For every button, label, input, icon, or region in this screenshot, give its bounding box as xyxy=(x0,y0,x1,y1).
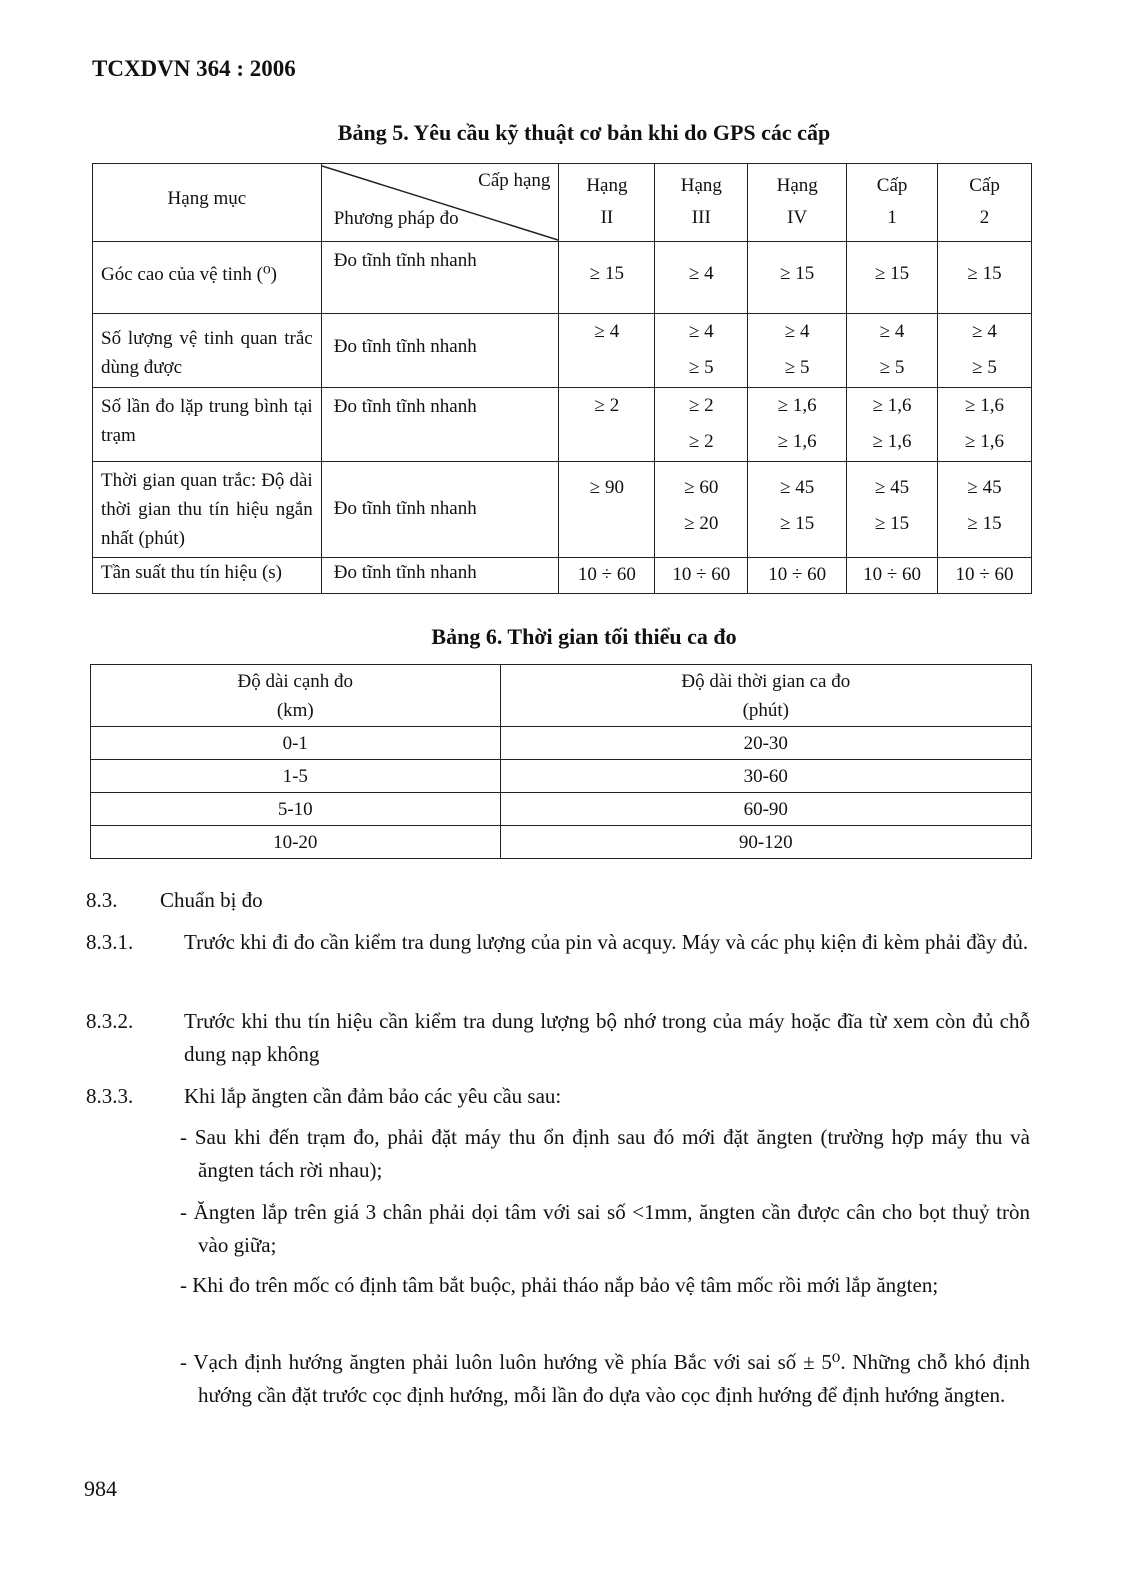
table-row: 10-20 90-120 xyxy=(91,826,1032,859)
table-row: Thời gian quan trắc: Độ dài thời gian thu tín hiệu ngắn nhất (phút) Đo tĩnh tĩnh nhanh ≥ 90 ≥ 60 ≥ 20 ≥ 45 ≥ 15 ≥ 45 ≥ 15 ≥ 45 ≥ 15 xyxy=(93,462,1032,558)
table-row: Tần suất thu tín hiệu (s) Đo tĩnh tĩnh nhanh 10 ÷ 60 10 ÷ 60 10 ÷ 60 10 ÷ 60 10 ÷ 60 xyxy=(93,558,1032,594)
table-row: 0-1 20-30 xyxy=(91,727,1032,760)
header-level: Cấp 2 xyxy=(938,164,1032,242)
table-row: Góc cao của vệ tinh (⁰) Đo tĩnh tĩnh nhanh ≥ 15 ≥ 4 ≥ 15 ≥ 15 ≥ 15 xyxy=(93,242,1032,314)
list-item: - Sau khi đến trạm đo, phải đặt máy thu ổn định sau đó mới đặt ăngten (trường hợp máy thu và ăngten tách rời nhau); xyxy=(180,1125,1030,1182)
table5 xyxy=(92,163,1032,594)
list-item: - Ăngten lắp trên giá 3 chân phải dọi tâm với sai số <1mm, ăngten cần được cân cho bọt thuỷ tròn vào giữa; xyxy=(180,1200,1030,1257)
table-row: 5-10 60-90 xyxy=(91,793,1032,826)
table-row: 1-5 30-60 xyxy=(91,760,1032,793)
table6-title: Bảng 6. Thời gian tối thiểu ca đo xyxy=(431,624,737,649)
list-item: - Khi đo trên mốc có định tâm bắt buộc, phải tháo nắp bảo vệ tâm mốc rồi mới lắp ăngten; xyxy=(180,1273,939,1297)
section-8-3-1: 8.3.1. Trước khi đi đo cần kiểm tra dung lượng của pin và acquy. Máy và các phụ kiện đi kèm phải đầy đủ. xyxy=(86,930,1029,954)
table5-title: Bảng 5. Yêu cầu kỹ thuật cơ bản khi do GPS các cấp xyxy=(337,120,831,145)
section-heading: Chuẩn bị đo xyxy=(160,888,263,912)
table6 xyxy=(90,664,1032,859)
header-phuong-phap: Phương pháp đo xyxy=(333,208,459,229)
header-col1: Độ dài cạnh đo (km) xyxy=(91,665,501,727)
document-header: TCXDVN 364 : 2006 xyxy=(92,56,296,81)
header-cap-hang: Cấp hạng xyxy=(478,170,551,191)
page-number: 984 xyxy=(84,1476,117,1501)
header-level: Hạng II xyxy=(559,164,655,242)
table-row: Số lần đo lặp trung bình tại trạm Đo tĩnh tĩnh nhanh ≥ 2 ≥ 2 ≥ 2 ≥ 1,6 ≥ 1,6 ≥ 1,6 ≥ 1,6 ≥ 1,6 ≥ 1,6 xyxy=(93,388,1032,462)
header-level: Cấp 1 xyxy=(847,164,938,242)
header-level: Hạng III xyxy=(655,164,748,242)
list-item: - Vạch định hướng ăngten phải luôn luôn hướng về phía Bắc với sai số ± 5⁰. Những chỗ khó định hướng cần đặt trước cọc định hướng, mỗi lần đo dựa vào cọc định hướng để định hướng ăngten. xyxy=(180,1350,1030,1407)
header-level: Hạng IV xyxy=(748,164,847,242)
header-diagonal xyxy=(321,164,559,242)
header-col2: Độ dài thời gian ca đo (phút) xyxy=(500,665,1031,727)
table-row: Số lượng vệ tinh quan trắc dùng được Đo tĩnh tĩnh nhanh ≥ 4 ≥ 4 ≥ 5 ≥ 4 ≥ 5 ≥ 4 ≥ 5 ≥ 4 ≥ 5 xyxy=(93,314,1032,388)
section-8-3-2: 8.3.2. Trước khi thu tín hiệu cần kiểm tra dung lượng bộ nhớ trong của máy hoặc đĩa từ xem còn đủ chỗ dung nạp không xyxy=(86,1009,1030,1066)
header-category: Hạng mục xyxy=(93,164,322,242)
